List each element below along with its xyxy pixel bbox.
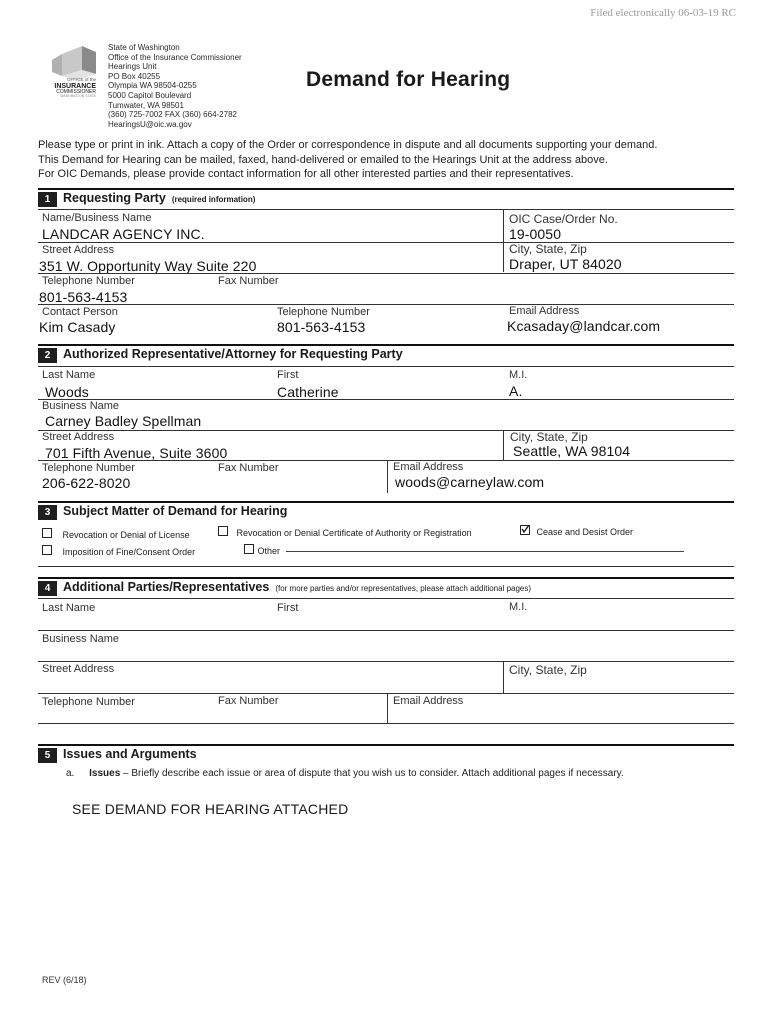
section-5-header [38,744,734,765]
option-revocation-certificate[interactable] [218,526,472,538]
divider [38,304,734,305]
street-label: Street Address [42,663,115,675]
section-title [63,191,255,205]
divider [38,630,734,631]
divider [38,693,734,694]
divider [38,273,734,274]
first-name-label: First [277,602,299,614]
last-name-label: Last Name [42,369,96,381]
option-revocation-license[interactable] [42,528,190,540]
instructions [38,138,657,182]
rep-first-name[interactable]: Catherine [277,384,339,400]
item-letter: a. [66,768,75,779]
city-label: City, State, Zip [509,663,587,677]
section-title: Issues and Arguments [63,747,197,761]
section-1-header [38,188,734,209]
email-label: Email Address [393,461,464,473]
checkbox[interactable] [244,544,254,554]
option-label: Revocation or Denial Certificate of Authority or Registration [236,528,472,538]
divider [38,661,734,662]
address-line: Tumwater, WA 98501 [108,100,184,110]
requesting-street[interactable]: 351 W. Opportunity Way Suite 220 [39,258,257,274]
first-name-label: First [277,369,299,381]
contact-person[interactable]: Kim Casady [39,319,116,335]
last-name-label: Last Name [42,602,96,614]
requesting-phone[interactable]: 801-563-4153 [39,289,128,305]
divider [38,209,734,210]
section-subtitle: (for more parties and/or representatives, please attach additional pages) [275,584,532,593]
checkmark-icon [520,524,530,534]
case-label: OIC Case/Order No. [509,212,618,226]
divider [38,430,734,431]
business-label: Business Name [42,400,120,412]
address-line: (360) 725-7002 FAX (360) 664-2782 [108,110,237,120]
divider [503,209,504,272]
case-number[interactable]: 19-0050 [509,226,562,242]
street-label: Street Address [42,244,115,256]
item-text: – Briefly describe each issue or area of dispute that you wish us to consider. Attach additional pages if necessary. [120,768,624,779]
divider [38,566,734,567]
agency-address [108,43,242,129]
address-line: State of Washington [108,43,180,52]
fax-label: Fax Number [218,275,279,287]
contact-phone-label: Telephone Number [277,306,370,318]
contact-phone[interactable]: 801-563-4153 [277,319,366,335]
rep-phone[interactable]: 206-622-8020 [42,475,131,491]
option-other[interactable] [244,544,280,556]
section-number: 4 [38,581,57,596]
section-number: 1 [38,192,57,207]
section-title-text: Additional Parties/Representatives [63,580,270,594]
rep-last-name[interactable]: Woods [45,384,89,400]
address-line: HearingsU@oic.wa.gov [108,119,192,129]
phone-label: Telephone Number [42,462,135,474]
fax-label: Fax Number [218,462,279,474]
address-line: PO Box 40255 [108,71,161,81]
option-label: Revocation or Denial of License [62,530,190,540]
city-label: City, State, Zip [509,242,587,256]
instruction-line: For OIC Demands, please provide contact information for all other interested parties and their representatives. [38,168,574,180]
oic-logo-text [30,78,96,99]
address-line: 5000 Capitol Boulevard [108,90,192,100]
name-label: Name/Business Name [42,212,152,224]
checkbox[interactable] [42,545,52,555]
instruction-line: Please type or print in ink. Attach a copy of the Order or correspondence in dispute and all documents supporting your demand. [38,139,658,151]
street-label: Street Address [42,431,115,443]
issues-answer[interactable]: SEE DEMAND FOR HEARING ATTACHED [72,801,349,817]
email-label: Email Address [393,695,464,707]
divider [38,366,734,367]
divider [38,242,734,243]
section-number: 3 [38,505,57,520]
section-number: 5 [38,748,57,763]
requesting-city[interactable]: Draper, UT 84020 [509,256,622,272]
divider [38,399,734,400]
checkbox[interactable] [218,526,228,536]
rep-mi[interactable]: A. [509,383,523,399]
divider [387,460,388,493]
rep-street[interactable]: 701 Fifth Avenue, Suite 3600 [45,445,228,461]
option-fine-consent[interactable] [42,545,195,557]
email-label: Email Address [509,305,580,317]
option-label: Imposition of Fine/Consent Order [62,547,196,557]
section-number: 2 [38,348,57,363]
address-line: Office of the Insurance Commissioner [108,52,242,62]
divider [503,661,504,693]
issues-instruction [66,768,624,779]
option-cease-desist[interactable] [520,525,633,537]
mi-label: M.I. [509,601,528,613]
section-2-header [38,344,734,365]
requesting-party-name[interactable]: LANDCAR AGENCY INC. [42,226,205,242]
fax-label: Fax Number [218,695,279,707]
section-3-header [38,501,734,522]
section-title: Subject Matter of Demand for Hearing [63,504,288,518]
option-label: Other [257,546,281,556]
section-title [63,580,531,594]
checkbox[interactable] [42,528,52,538]
requesting-email[interactable]: Kcasaday@landcar.com [507,318,661,334]
logo-line-3: COMMISSIONER [56,89,96,96]
filed-stamp: Filed electronically 06-03-19 RC [590,7,736,19]
page-title: Demand for Hearing [306,68,511,91]
divider [387,693,388,723]
section-title: Authorized Representative/Attorney for Requesting Party [63,347,403,361]
divider [38,460,734,461]
phone-label: Telephone Number [42,275,135,287]
rep-city[interactable]: Seattle, WA 98104 [513,443,631,459]
divider [38,723,734,724]
logo-line-2: INSURANCE [54,82,96,90]
revision-label: REV (6/18) [42,975,87,985]
mi-label: M.I. [509,369,528,381]
instruction-line: This Demand for Hearing can be mailed, faxed, hand-delivered or emailed to the Hearings Unit at the address above. [38,153,608,166]
phone-label: Telephone Number [42,696,135,708]
address-line: Olympia WA 98504-0255 [108,81,197,91]
divider [503,430,504,460]
section-4-header [38,577,734,598]
city-label: City, State, Zip [510,430,588,444]
other-input-line[interactable] [286,551,684,552]
section-subtitle: (required information) [171,195,256,204]
section-title-text: Requesting Party [63,191,166,205]
contact-label: Contact Person [42,306,118,318]
item-title: Issues [89,768,121,779]
logo-line-1: OFFICE of the [66,77,96,82]
business-label: Business Name [42,633,120,645]
checkbox-checked[interactable] [520,525,530,535]
rep-business[interactable]: Carney Badley Spellman [45,413,202,429]
rep-email[interactable]: woods@carneylaw.com [395,474,545,490]
divider [38,598,734,599]
address-line: Hearings Unit [108,62,157,72]
option-label: Cease and Desist Order [536,527,634,537]
logo-line-4: WASHINGTON STATE [60,94,96,99]
